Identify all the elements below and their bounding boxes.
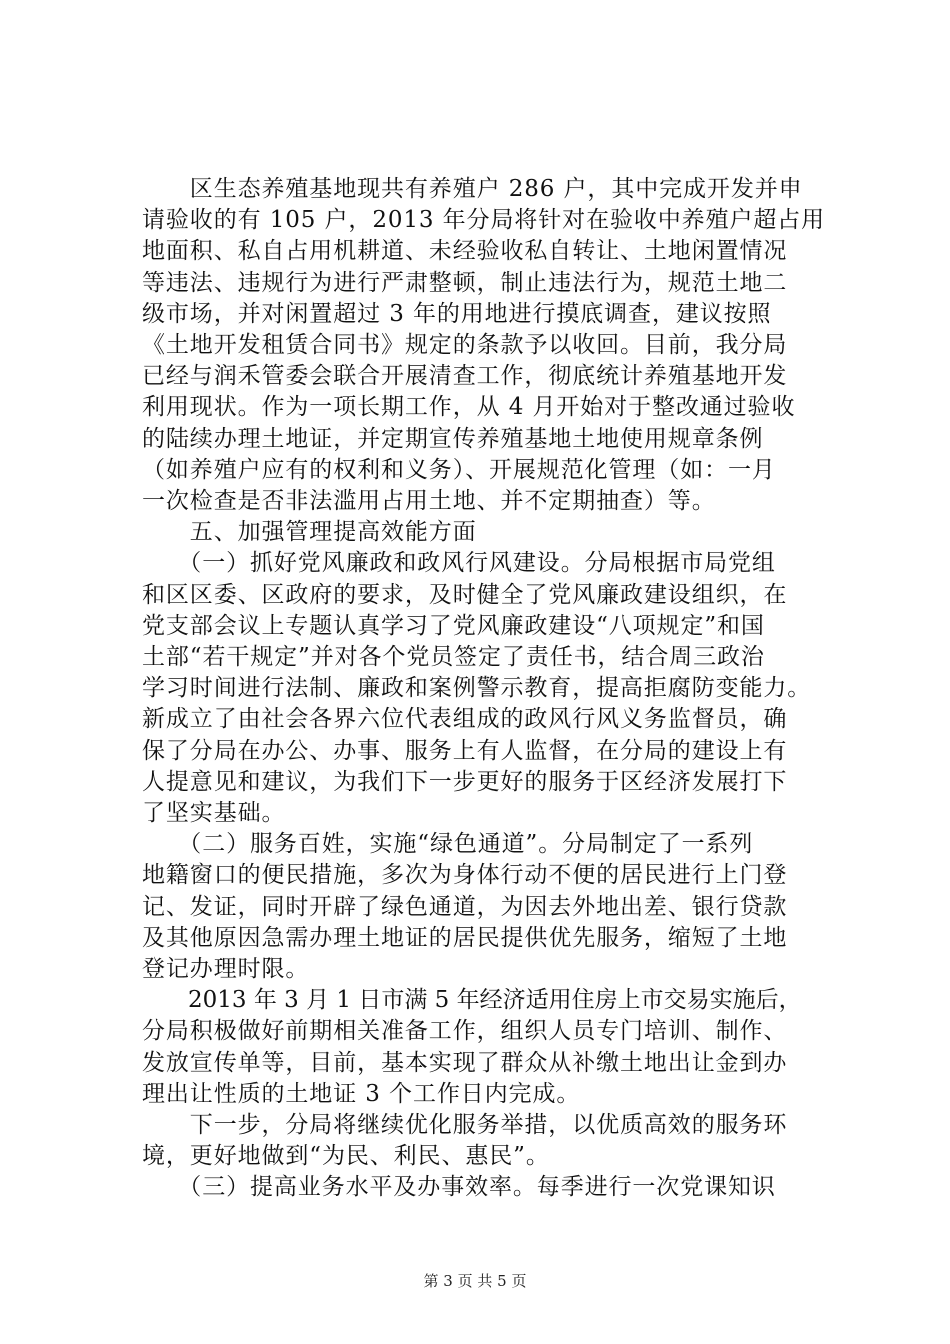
text-line: 等违法、违规行为进行严肃整顿，制止违法行为，规范土地二 xyxy=(142,269,788,296)
text-line: 保了分局在办公、办事、服务上有人监督，在分局的建设上有 xyxy=(142,737,788,764)
text-line: （一）抓好党风廉政和政风行风建设。分局根据市局党组 xyxy=(142,550,776,577)
text-line: 境，更好地做到“为民、利民、惠民”。 xyxy=(142,1143,550,1170)
text-line: 及其他原因急需办理土地证的居民提供优先服务，缩短了土地 xyxy=(142,924,788,951)
text-line: 和区区委、区政府的要求，及时健全了党风廉政建设组织，在 xyxy=(142,581,788,608)
text-line: 党支部会议上专题认真学习了党风廉政建设“八项规定”和国 xyxy=(142,612,765,639)
text-line: 的陆续办理土地证，并定期宣传养殖基地土地使用规章条例 xyxy=(142,425,764,452)
text-line: 一次检查是否非法滥用占用土地、并不定期抽查）等。 xyxy=(142,488,716,514)
text-line: 了坚实基础。 xyxy=(142,800,286,826)
text-line: 请验收的有 105 户，2013 年分局将针对在验收中养殖户超占用 xyxy=(142,207,826,234)
text-line: 学习时间进行法制、廉政和案例警示教育，提高拒腐防变能力。 xyxy=(142,675,812,702)
text-line: 利用现状。作为一项长期工作，从 4 月开始对于整改通过验收 xyxy=(142,394,796,421)
text-line: 级市场，并对闲置超过 3 年的用地进行摸底调查，建议按照 xyxy=(142,300,772,327)
text-line: 地面积、私自占用机耕道、未经验收私自转让、土地闲置情况 xyxy=(142,238,788,265)
text-line: 土部“若干规定”并对各个党员签定了责任书，结合周三政治 xyxy=(142,644,765,670)
text-line: 登记办理时限。 xyxy=(142,956,310,982)
text-line: （二）服务百姓，实施“绿色通道”。分局制定了一系列 xyxy=(142,831,754,858)
text-line: （三）提高业务水平及办事效率。每季进行一次党课知识 xyxy=(142,1174,776,1201)
text-line: 地籍窗口的便民措施，多次为身体行动不便的居民进行上门登 xyxy=(142,862,788,889)
text-line: 五、加强管理提高效能方面 xyxy=(142,519,477,546)
text-line: 记、发证，同时开辟了绿色通道，为因去外地出差、银行贷款 xyxy=(142,893,788,920)
text-line: 分局积极做好前期相关准备工作，组织人员专门培训、制作、 xyxy=(142,1018,788,1045)
text-line: 理出让性质的土地证 3 个工作日内完成。 xyxy=(142,1080,581,1107)
text-line: （如养殖户应有的权利和义务）、开展规范化管理（如：一月 xyxy=(142,456,776,483)
text-line: 人提意见和建议，为我们下一步更好的服务于区经济发展打下 xyxy=(142,768,788,795)
text-line: 发放宣传单等，目前，基本实现了群众从补缴土地出让金到办 xyxy=(142,1049,788,1076)
text-line: 新成立了由社会各界六位代表组成的政风行风义务监督员，确 xyxy=(142,706,788,733)
text-line: 2013 年 3 月 1 日市满 5 年经济适用住房上市交易实施后， xyxy=(142,987,802,1014)
text-line: 下一步，分局将继续优化服务举措，以优质高效的服务环 xyxy=(142,1112,788,1138)
text-line: 《土地开发租赁合同书》规定的条款予以收回。目前，我分局 xyxy=(142,332,788,358)
page-footer: 第 3 页 共 5 页 xyxy=(423,1272,527,1290)
text-line: 区生态养殖基地现共有养殖户 286 户，其中完成开发并申 xyxy=(142,176,803,202)
text-line: 已经与润禾管委会联合开展清查工作，彻底统计养殖基地开发 xyxy=(142,363,788,390)
